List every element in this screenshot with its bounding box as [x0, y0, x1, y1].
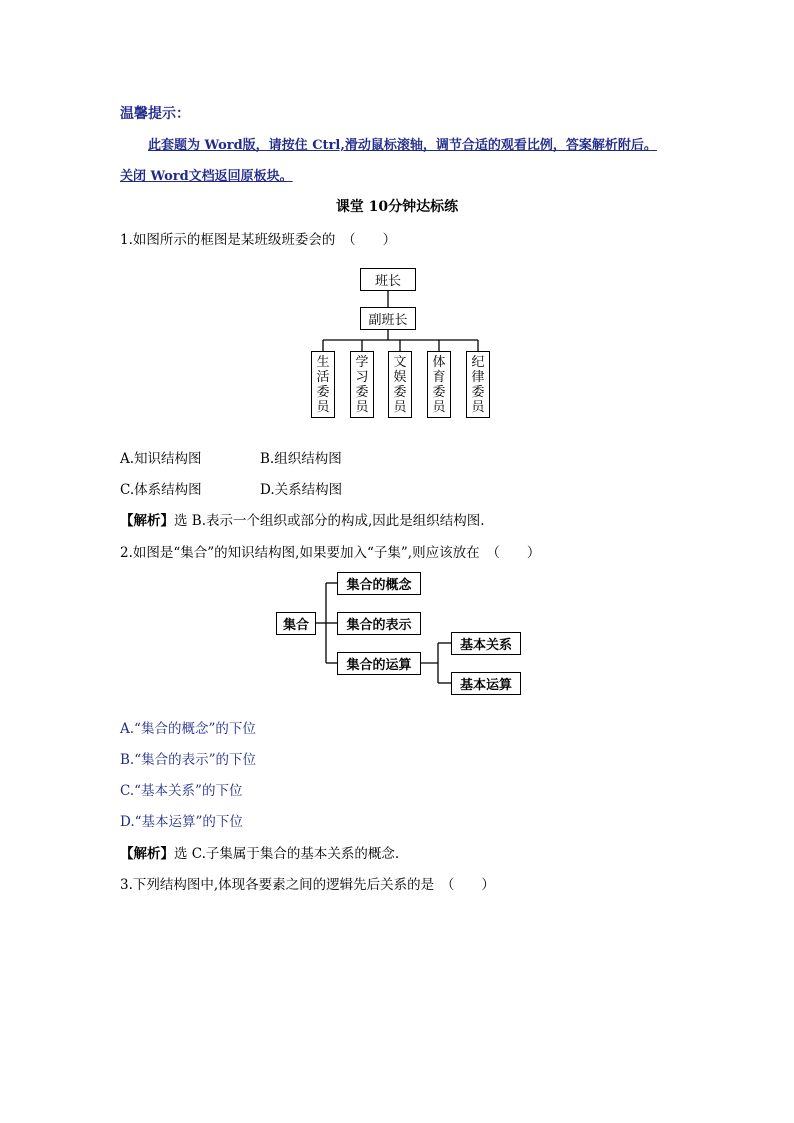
section-title: 课堂 10分钟达标练 [335, 199, 459, 215]
box-sports-committee: 体 育 委 员 [427, 351, 451, 418]
q2-analysis-text: 选 C.子集属于集合的基本关系的概念. [174, 846, 400, 862]
box-arts-committee: 文 娱 委 员 [388, 351, 412, 418]
box-study-committee: 学 习 委 员 [350, 351, 374, 418]
q2-option-d: D.“基本运算”的下位 [120, 814, 243, 830]
q1-stem: 1.如图所示的框图是某班级班委会的 （ ） [120, 232, 397, 248]
box-set: 集合 [276, 612, 316, 635]
box-set-operation: 集合的运算 [337, 652, 421, 675]
q2-stem: 2.如图是“集合”的知识结构图,如果要加入“子集”,则应该放在 （ ） [120, 545, 541, 561]
tip-title: 温馨提示： [120, 106, 190, 122]
box-set-concept: 集合的概念 [337, 572, 421, 595]
q2-analysis [120, 842, 399, 862]
q1-analysis-text: 选 B.表示一个组织或部分的构成,因此是组织结构图. [174, 513, 485, 529]
q1-option-a: A.知识结构图 [120, 451, 202, 467]
tip-line-1: 此套题为 Word版，请按住 Ctrl,滑动鼠标滚轴，调节合适的观看比例，答案解析附后。 [148, 138, 657, 153]
q2-option-c: C.“基本关系”的下位 [120, 783, 243, 799]
q1-option-b: B.组织结构图 [260, 451, 342, 467]
box-basic-operation: 基本运算 [451, 672, 521, 695]
box-set-representation: 集合的表示 [337, 612, 421, 635]
tip-line-2: 关闭 Word文档返回原板块。 [120, 169, 293, 184]
q1-option-c: C.体系结构图 [120, 482, 202, 498]
q3-stem: 3.下列结构图中,体现各要素之间的逻辑先后关系的是 （ ） [120, 877, 495, 893]
box-vice-monitor: 副班长 [360, 307, 416, 330]
box-life-committee: 生 活 委 员 [311, 351, 335, 418]
box-class-monitor: 班长 [360, 268, 416, 291]
q2-option-b: B.“集合的表示”的下位 [120, 752, 257, 768]
q2-analysis-label: 【解析】 [120, 846, 174, 862]
q2-option-a: A.“集合的概念”的下位 [120, 721, 256, 737]
box-discipline-committee: 纪 律 委 员 [466, 351, 490, 418]
q1-analysis [120, 509, 485, 529]
q1-analysis-label: 【解析】 [120, 513, 174, 529]
q1-option-d: D.关系结构图 [260, 482, 343, 498]
box-basic-relation: 基本关系 [451, 632, 521, 655]
